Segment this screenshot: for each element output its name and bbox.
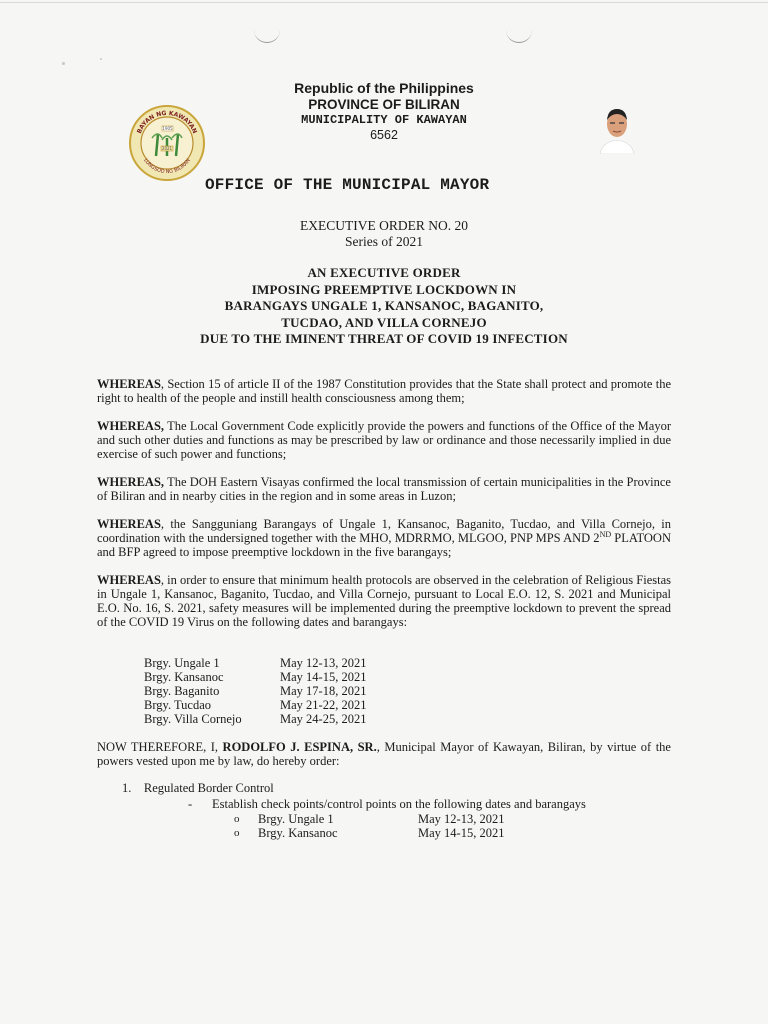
whereas-paragraph — [97, 419, 671, 461]
now-therefore-suffix: , Municipal Mayor of Kawayan, Biliran, by virtue of the powers vested upon me by law, do hereby order: — [97, 740, 671, 768]
mayor-name: RODOLFO J. ESPINA, SR. — [222, 740, 377, 754]
schedule-dates: May 21-22, 2021 — [280, 698, 367, 712]
seal-year-founded: 1905 — [162, 126, 173, 131]
seal-bottom-text: LUNGSOD NG BILIRAN — [142, 157, 192, 176]
schedule-dates: May 24-25, 2021 — [280, 712, 367, 726]
checkpoint-barangay: Brgy. Kansanoc — [258, 826, 338, 840]
scan-speck — [62, 62, 65, 65]
whereas-text: The Local Government Code explicitly provide the powers and functions of the Office of the Mayor and such other duties and functions as may be prescribed by law or ordinance and those necessarily implied in due exercise of such power and functions; — [97, 419, 671, 461]
order-title-line: BARANGAYS UNGALE 1, KANSANOC, BAGANITO, — [224, 298, 544, 313]
whereas-text: , Section 15 of article II of the 1987 Constitution provides that the State shall protect and promote the right to health of the people and instill health consciousness among them; — [97, 377, 671, 405]
schedule-barangay: Brgy. Villa Cornejo — [144, 712, 242, 726]
whereas-label: WHEREAS — [97, 377, 161, 391]
whereas-label: WHEREAS, — [97, 419, 165, 433]
checkpoint-barangay: Brgy. Ungale 1 — [258, 812, 334, 826]
province-heading: PROVINCE OF BILIRAN — [308, 97, 460, 112]
seal-top-text: BAYAN NG KAWAYAN — [135, 109, 199, 135]
schedule-barangay: Brgy. Ungale 1 — [144, 656, 220, 670]
municipality-heading: MUNICIPALITY OF KAWAYAN — [301, 113, 467, 127]
item-title: Regulated Border Control — [143, 781, 274, 795]
office-title: OFFICE OF THE MUNICIPAL MAYOR — [205, 176, 490, 194]
whereas-label: WHEREAS, — [97, 475, 165, 489]
whereas-paragraph — [97, 573, 671, 629]
schedule-barangay: Brgy. Tucdao — [144, 698, 212, 712]
whereas-text: , in order to ensure that minimum health protocols are observed in the celebration of Religious Fiestas in Ungale 1, Kansanoc, Baganito, Tucdao, and Villa Cornejo, pursuant to Local E.O. 12, S. 2021 and Municipal E.O. No. 16, S. 2021, safety measures will be implemented during the preemptive lockdown to prevent the spread of the COVID 19 Virus on the following dates and barangays: — [97, 573, 671, 629]
whereas-paragraph — [97, 475, 671, 503]
scan-speck — [100, 58, 102, 60]
schedule-dates: May 17-18, 2021 — [280, 684, 367, 698]
now-therefore-prefix: NOW THEREFORE, I, — [97, 740, 223, 754]
order-item-number — [122, 781, 274, 796]
whereas-text: , the Sangguniang Barangays of Ungale 1, Kansanoc, Baganito, Tucdao, and Villa Cornejo, in coordination with the undersigned together with the MHO, MDRRMO, MLGOO, PNP MPS AND 2 — [97, 517, 671, 545]
checkpoint-dates: May 12-13, 2021 — [418, 812, 505, 826]
whereas-paragraph — [97, 377, 671, 405]
circle-bullet: o — [234, 813, 240, 825]
seal-year-current: 2021 — [161, 146, 173, 151]
order-series: Series of 2021 — [345, 234, 423, 249]
circle-bullet: o — [234, 827, 240, 839]
order-title-line: DUE TO THE IMINENT THREAT OF COVID 19 INFECTION — [200, 331, 568, 346]
punch-hole-right — [506, 22, 532, 43]
checkpoint-dates: May 14-15, 2021 — [418, 826, 505, 840]
item-number: 1. — [122, 781, 132, 795]
order-title-line: TUCDAO, AND VILLA CORNEJO — [281, 315, 487, 330]
schedule-barangay: Brgy. Kansanoc — [144, 670, 224, 684]
order-number: EXECUTIVE ORDER NO. 20 — [300, 218, 468, 233]
ordinal-suffix: ND — [599, 529, 612, 539]
whereas-label: WHEREAS — [97, 517, 161, 531]
order-title-line: IMPOSING PREEMPTIVE LOCKDOWN IN — [251, 282, 517, 297]
schedule-dates: May 14-15, 2021 — [280, 670, 367, 684]
whereas-label: WHEREAS — [97, 573, 161, 587]
now-therefore-paragraph — [97, 740, 671, 768]
republic-heading: Republic of the Philippines — [294, 80, 474, 96]
whereas-text: PLATOON and BFP agreed to impose preemptive lockdown in the five barangays; — [97, 531, 671, 559]
zip-code: 6562 — [370, 128, 398, 142]
dash-bullet: - — [188, 797, 193, 811]
sub-item-text: Establish check points/control points on the following dates and barangays — [212, 797, 586, 811]
scan-edge-line — [0, 2, 768, 3]
whereas-text: The DOH Eastern Visayas confirmed the local transmission of certain municipalities in the Province of Biliran and in nearby cities in the region and in some areas in Luzon; — [97, 475, 671, 503]
schedule-barangay: Brgy. Baganito — [144, 684, 220, 698]
schedule-dates: May 12-13, 2021 — [280, 656, 367, 670]
whereas-paragraph — [97, 517, 671, 559]
order-title-line: AN EXECUTIVE ORDER — [307, 265, 461, 280]
punch-hole-left — [254, 22, 280, 43]
